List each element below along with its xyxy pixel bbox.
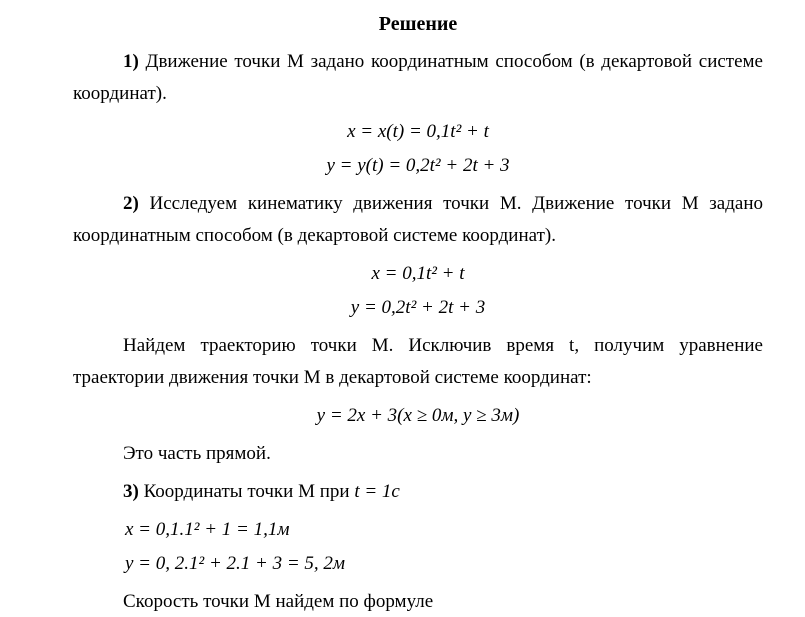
paragraph-2-text: Исследуем кинематику движения точки М. Движение точки М задано координатным способом (в декартовой системе координат). — [73, 193, 763, 246]
formula-y-of-t: y = y(t) = 0,2t² + 2t + 3 — [326, 155, 510, 176]
paragraph-6 — [73, 586, 763, 617]
page-title: Решение — [378, 13, 458, 35]
item-number-3: 3) — [123, 481, 139, 502]
formula-block-3 — [73, 400, 763, 432]
item-number-1: 1) — [123, 51, 139, 72]
paragraph-6-text: Скорость точки М найдем по формуле — [123, 591, 434, 612]
formula-trajectory: y = 2x + 3(x ≥ 0м, y ≥ 3м) — [316, 405, 520, 426]
paragraph-4-text: Это часть прямой. — [123, 443, 271, 464]
paragraph-3-text: Найдем траекторию точки М. Исключив время t, получим уравнение траектории движения точки М в декартовой системе координат: — [73, 335, 763, 388]
formula-x-at-t1: x = 0,1.1² + 1 = 1,1м — [125, 519, 290, 540]
paragraph-5 — [73, 476, 763, 508]
paragraph-1 — [73, 46, 763, 110]
paragraph-2 — [73, 188, 763, 252]
formula-block-2 — [73, 258, 763, 324]
formula-x-equation: x = 0,1t² + t — [371, 263, 465, 284]
item-number-2: 2) — [123, 193, 139, 214]
formula-block-1 — [73, 116, 763, 182]
formula-block-4 — [73, 514, 763, 580]
paragraph-1-text: Движение точки М задано координатным способом (в декартовой системе координат). — [73, 51, 763, 104]
formula-y-at-t1: y = 0, 2.1² + 2.1 + 3 = 5, 2м — [125, 553, 346, 574]
paragraph-5-text: Координаты точки М при — [138, 481, 355, 502]
paragraph-3 — [73, 330, 763, 394]
formula-y-equation: y = 0,2t² + 2t + 3 — [350, 297, 486, 318]
formula-x-of-t: x = x(t) = 0,1t² + t — [347, 121, 489, 142]
inline-math-t-equals-1s: t = 1c — [354, 481, 400, 502]
paragraph-4 — [73, 438, 763, 470]
